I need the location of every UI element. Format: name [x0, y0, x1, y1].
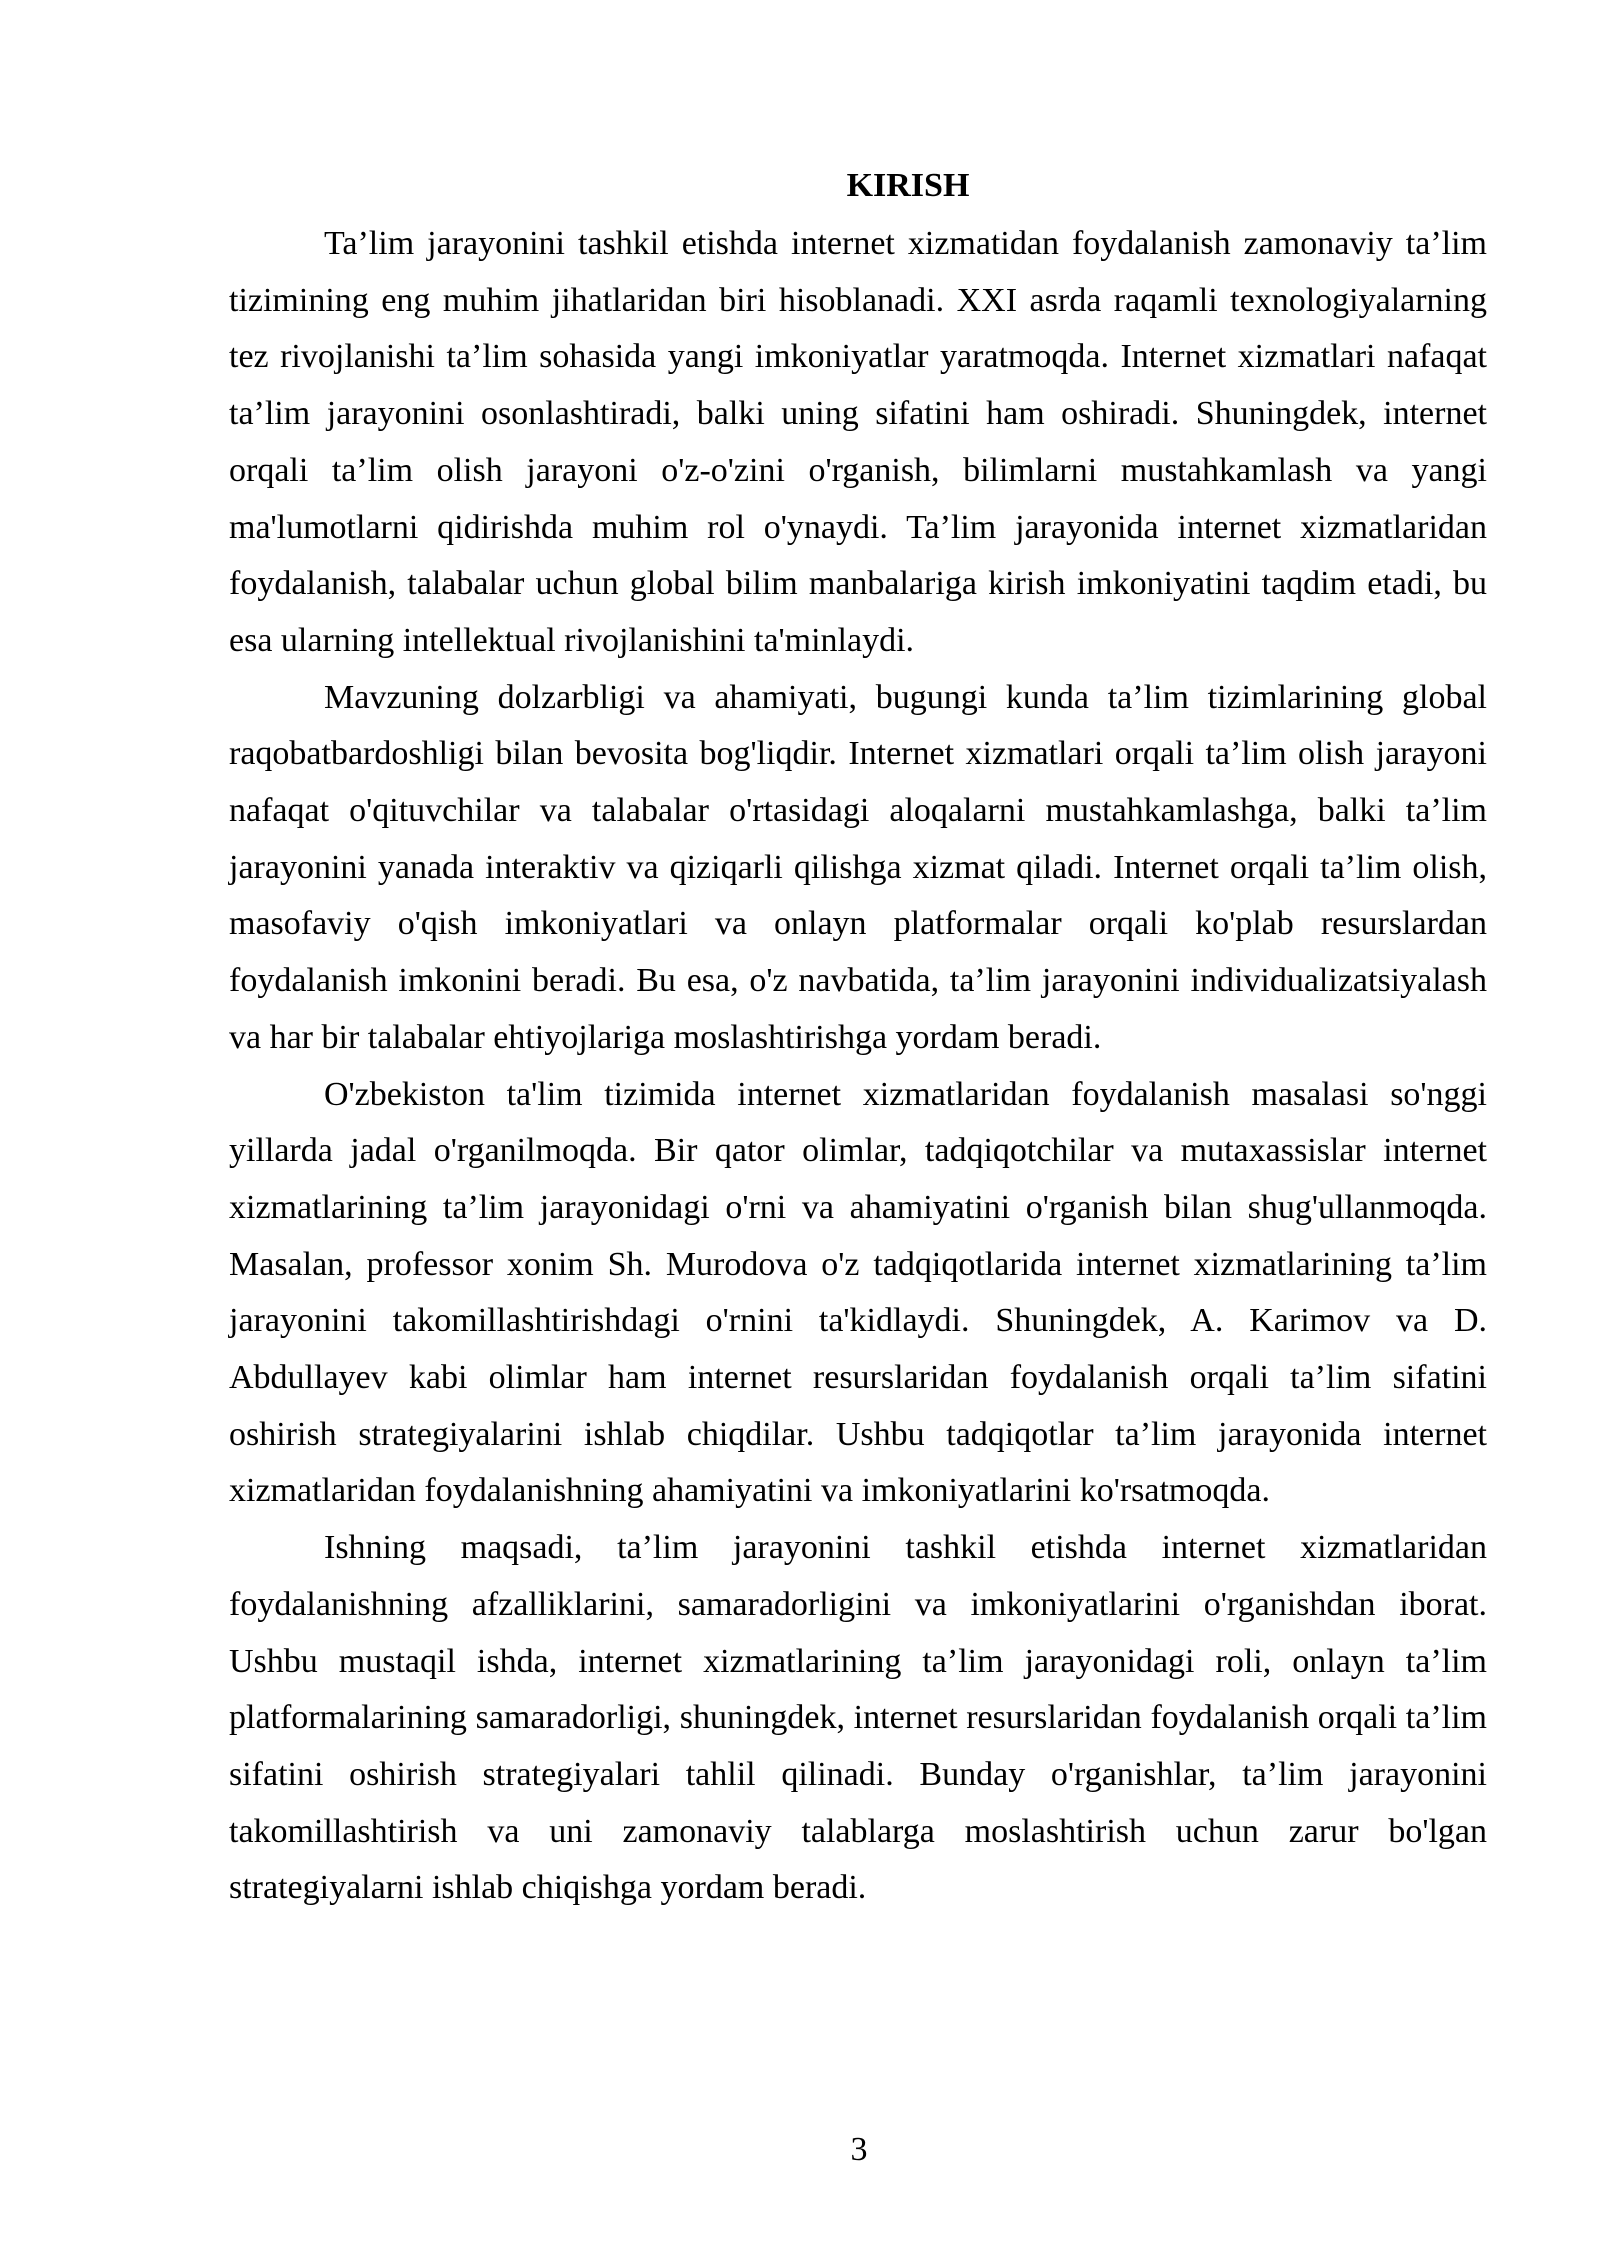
page-number: 3 — [850, 2131, 868, 2168]
document-page — [229, 158, 1487, 1917]
page-title: KIRISH — [846, 167, 970, 204]
paragraph-4: Ishning maqsadi, ta’lim jarayonini tashkil etishda internet xizmatlaridan foydalanishning afzalliklarini, samaradorligini va imkoniyatlarini o'rganishdan iborat. Ushbu mustaqil ishda, internet xizmatlarining ta’lim jarayonidagi roli, onlayn ta’lim platformalarining samaradorligi, shuningdek, internet resurslaridan foydalanish orqali ta’lim sifatini oshirish strategiyalari tahlil qilinadi. Bunday o'rganishlar, ta’lim jarayonini takomillashtirish va uni zamonaviy talablarga moslashtirish uchun zarur bo'lgan strategiyalarni ishlab chiqishga yordam beradi. — [229, 1529, 1487, 1907]
paragraph-3: O'zbekiston ta'lim tizimida internet xizmatlaridan foydalanish masalasi so'nggi yillarda jadal o'rganilmoqda. Bir qator olimlar, tadqiqotchilar va mutaxassislar internet xizmatlarining ta’lim jarayonidagi o'rni va ahamiyatini o'rganish bilan shug'ullanmoqda. Masalan, professor xonim Sh. Murodova o'z tadqiqotlarida internet xizmatlarining ta’lim jarayonini takomillashtirishdagi o'rnini ta'kidlaydi. Shuningdek, A. Karimov va D. Abdullayev kabi olimlar ham internet resurslaridan foydalanish orqali ta’lim sifatini oshirish strategiyalarini ishlab chiqdilar. Ushbu tadqiqotlar ta’lim jarayonida internet xizmatlaridan foydalanishning ahamiyatini va imkoniyatlarini ko'rsatmoqda. — [229, 1075, 1487, 1510]
paragraph-1: Ta’lim jarayonini tashkil etishda internet xizmatidan foydalanish zamonaviy ta’lim tizimining eng muhim jihatlaridan biri hisoblanadi. XXI asrda raqamli texnologiyalarning tez rivojlanishi ta’lim sohasida yangi imkoniyatlar yaratmoqda. Internet xizmatlari nafaqat ta’lim jarayonini osonlashtiradi, balki uning sifatini ham oshiradi. Shuningdek, internet orqali ta’lim olish jarayoni o'z-o'zini o'rganish, bilimlarni mustahkamlash va yangi ma'lumotlarni qidirishda muhim rol o'ynaydi. Ta’lim jarayonida internet xizmatlaridan foydalanish, talabalar uchun global bilim manbalariga kirish imkoniyatini taqdim etadi, bu esa ularning intellektual rivojlanishini ta'minlaydi. — [229, 225, 1487, 659]
paragraph-2: Mavzuning dolzarbligi va ahamiyati, bugungi kunda ta’lim tizimlarining global raqobatbardoshligi bilan bevosita bog'liqdir. Internet xizmatlari orqali ta’lim olish jarayoni nafaqat o'qituvchilar va talabalar o'rtasidagi aloqalarni mustahkamlashga, balki ta’lim jarayonini yanada interaktiv va qiziqarli qilishga xizmat qiladi. Internet orqali ta’lim olish, masofaviy o'qish imkoniyatlari va onlayn platformalar orqali ko'plab resurslardan foydalanish imkonini beradi. Bu esa, o'z navbatida, ta’lim jarayonini individualizatsiyalash va har bir talabalar ehtiyojlariga moslashtirishga yordam beradi. — [229, 678, 1487, 1056]
